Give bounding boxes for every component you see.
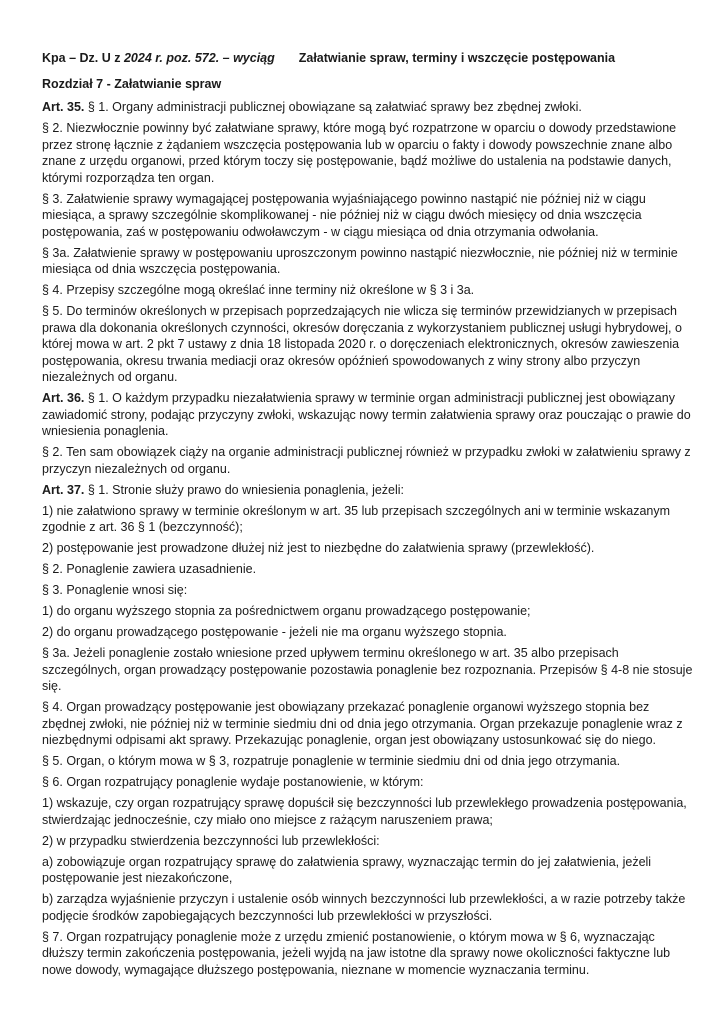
paragraph — [42, 833, 694, 850]
paragraph-text: § 3a. Załatwienie sprawy w postępowaniu uproszczonym powinno nastąpić niezwłocznie, nie później niż w terminie miesiąca od dnia wszczęcia postępowania. — [42, 245, 678, 276]
document-content — [42, 50, 694, 978]
paragraph-text: § 3a. Jeżeli ponaglenie zostało wniesione przed upływem terminu określonego w art. 35 albo przepisach szczególnych, organ prowadzący postępowanie pozostawia ponaglenie bez rozpoznania. Przepisów § 4-8 nie stosuje się. — [42, 646, 693, 693]
paragraph — [42, 390, 694, 440]
paragraph — [42, 699, 694, 749]
paragraph-text: § 2. Ten sam obowiązek ciąży na organie administracji publicznej również w przypadku zwłoki w załatwieniu sprawy z przyczyn niezależnych od organu. — [42, 445, 691, 476]
document-title: Załatwianie spraw, terminy i wszczęcie postępowania — [298, 51, 616, 65]
paragraph-text: § 7. Organ rozpatrujący ponaglenie może z urzędu zmienić postanowienie, o którym mowa w § 6, wyznaczając dłuższy termin zakończenia postępowania, jeżeli wyjdą na jaw istotne dla sprawy nowe okoliczności faktyczne lub nowe dowody, wymagające dłuższego postępowania, nieznane w momencie wyznaczania terminu. — [42, 929, 671, 977]
document-body — [42, 99, 694, 978]
paragraph — [42, 645, 694, 695]
paragraph — [42, 444, 694, 477]
document-header — [42, 50, 694, 67]
paragraph-text: 2) do organu prowadzącego postępowanie - jeżeli nie ma organu wyższego stopnia. — [42, 625, 507, 639]
paragraph — [42, 603, 694, 620]
paragraph — [42, 624, 694, 641]
paragraph — [42, 245, 694, 278]
paragraph — [42, 561, 694, 578]
paragraph — [42, 303, 694, 386]
paragraph — [42, 191, 694, 241]
paragraph-text: § 3. Załatwienie sprawy wymagającej postępowania wyjaśniającego powinno nastąpić nie później niż w ciągu miesiąca, a sprawy szczególnie skomplikowanej - nie później niż w ciągu dwóch miesięcy od dnia wszczęcia postępowania, zaś w postępowaniu odwoławczym - w ciągu miesiąca od dnia otrzymania odwołania. — [42, 191, 646, 239]
paragraph-text: § 2. Niezwłocznie powinny być załatwiane sprawy, które mogą być rozpatrzone w oparciu o dowody przedstawione przez stronę łącznie z żądaniem wszczęcia postępowania lub w oparciu o fakty i dowody powszechnie znane albo znane z urzędu organowi, przed którym toczy się postępowanie, bądź możliwe do ustalenia na podstawie danych, którymi rozporządza ten organ. — [42, 121, 677, 185]
paragraph-text: b) zarządza wyjaśnienie przyczyn i ustalenie osób winnych bezczynności lub przewlekłości, a w razie potrzeby także podjęcie środków zapobiegających bezczynności lub przewlekłości w przyszłości. — [42, 892, 686, 923]
paragraph-text: § 4. Przepisy szczególne mogą określać inne terminy niż określone w § 3 i 3a. — [42, 283, 475, 297]
paragraph — [42, 891, 694, 924]
paragraph — [42, 482, 694, 499]
paragraph — [42, 282, 694, 299]
paragraph-text: 2) postępowanie jest prowadzone dłużej niż jest to niezbędne do załatwienia sprawy (przewlekłość). — [42, 541, 595, 555]
paragraph-text: § 6. Organ rozpatrujący ponaglenie wydaje postanowienie, w którym: — [42, 775, 424, 789]
paragraph-text: a) zobowiązuje organ rozpatrujący sprawę do załatwienia sprawy, wyznaczając termin do jej załatwienia, jeżeli postępowanie jest niezakończone, — [42, 854, 652, 885]
paragraph-text: § 5. Organ, o którym mowa w § 3, rozpatruje ponaglenie w terminie siedmiu dni od dnia jego otrzymania. — [42, 754, 621, 768]
paragraph — [42, 120, 694, 186]
paragraph — [42, 854, 694, 887]
paragraph-text: § 3. Ponaglenie wnosi się: — [42, 583, 188, 597]
paragraph-text: 1) wskazuje, czy organ rozpatrujący sprawę dopuścił się bezczynności lub przewlekłego prowadzenia postępowania, stwierdzając jednocześnie, czy miało ono miejsce z rażącym naruszeniem prawa; — [42, 796, 687, 827]
law-reference-italic: 2024 r. poz. 572. – wyciąg — [123, 51, 275, 65]
paragraph-text: 1) nie załatwiono sprawy w terminie określonym w art. 35 lub przepisach szczególnych ani w terminie wskazanym zgodnie z art. 36 § 1 (bezczynność); — [42, 503, 671, 534]
paragraph — [42, 540, 694, 557]
paragraph-text: § 4. Organ prowadzący postępowanie jest obowiązany przekazać ponaglenie organowi wyższego stopnia bez zbędnej zwłoki, nie później niż w terminie siedmiu dni od dnia jego otrzymania. Organ przekazuje ponaglenie wraz z niezbędnymi odpisami akt sprawy. Przekazując ponaglenie, organ jest obowiązany ustosunkować się do niego. — [42, 700, 683, 747]
article-label: Art. 36. — [42, 391, 88, 405]
article-label: Art. 37. — [42, 482, 88, 497]
paragraph — [42, 795, 694, 828]
paragraph — [42, 753, 694, 770]
paragraph — [42, 582, 694, 599]
chapter-heading: Rozdział 7 - Załatwianie spraw — [42, 76, 222, 91]
paragraph-text: § 1. Stronie służy prawo do wniesienia ponaglenia, jeżeli: — [87, 482, 405, 497]
paragraph-text: 1) do organu wyższego stopnia za pośrednictwem organu prowadzącego postępowanie; — [42, 604, 531, 618]
paragraph-text: § 2. Ponaglenie zawiera uzasadnienie. — [42, 562, 257, 576]
paragraph-text: § 5. Do terminów określonych w przepisach poprzedzających nie wlicza się terminów przewidzianych w przepisach prawa dla dokonania określonych czynności, okresów doręczania z wykorzystaniem publicznej usługi hybrydowej, o której mowa w art. 2 pkt 7 ustawy z dnia 18 listopada 2020 r. o doręczeniach elektronicznych, okresów zawieszenia postępowania, okresu trwania mediacji oraz okresów opóźnień spowodowanych z winy strony albo przyczyn niezależnych od organu. — [42, 304, 682, 384]
paragraph — [42, 503, 694, 536]
paragraph-text: § 1. Organy administracji publicznej obowiązane są załatwiać sprawy bez zbędnej zwłoki. — [87, 100, 582, 114]
law-reference: Kpa – Dz. U z — [42, 51, 124, 65]
paragraph — [42, 99, 694, 116]
paragraph-text: 2) w przypadku stwierdzenia bezczynności lub przewlekłości: — [42, 833, 380, 848]
article-label: Art. 35. — [42, 100, 88, 114]
paragraph — [42, 929, 694, 979]
paragraph — [42, 774, 694, 791]
paragraph-text: § 1. O każdym przypadku niezałatwienia sprawy w terminie organ administracji publicznej jest obowiązany zawiadomić strony, podając przyczyny zwłoki, wskazując nowy termin załatwienia sprawy oraz pouczając o prawie do wniesienia ponaglenia. — [42, 391, 691, 438]
